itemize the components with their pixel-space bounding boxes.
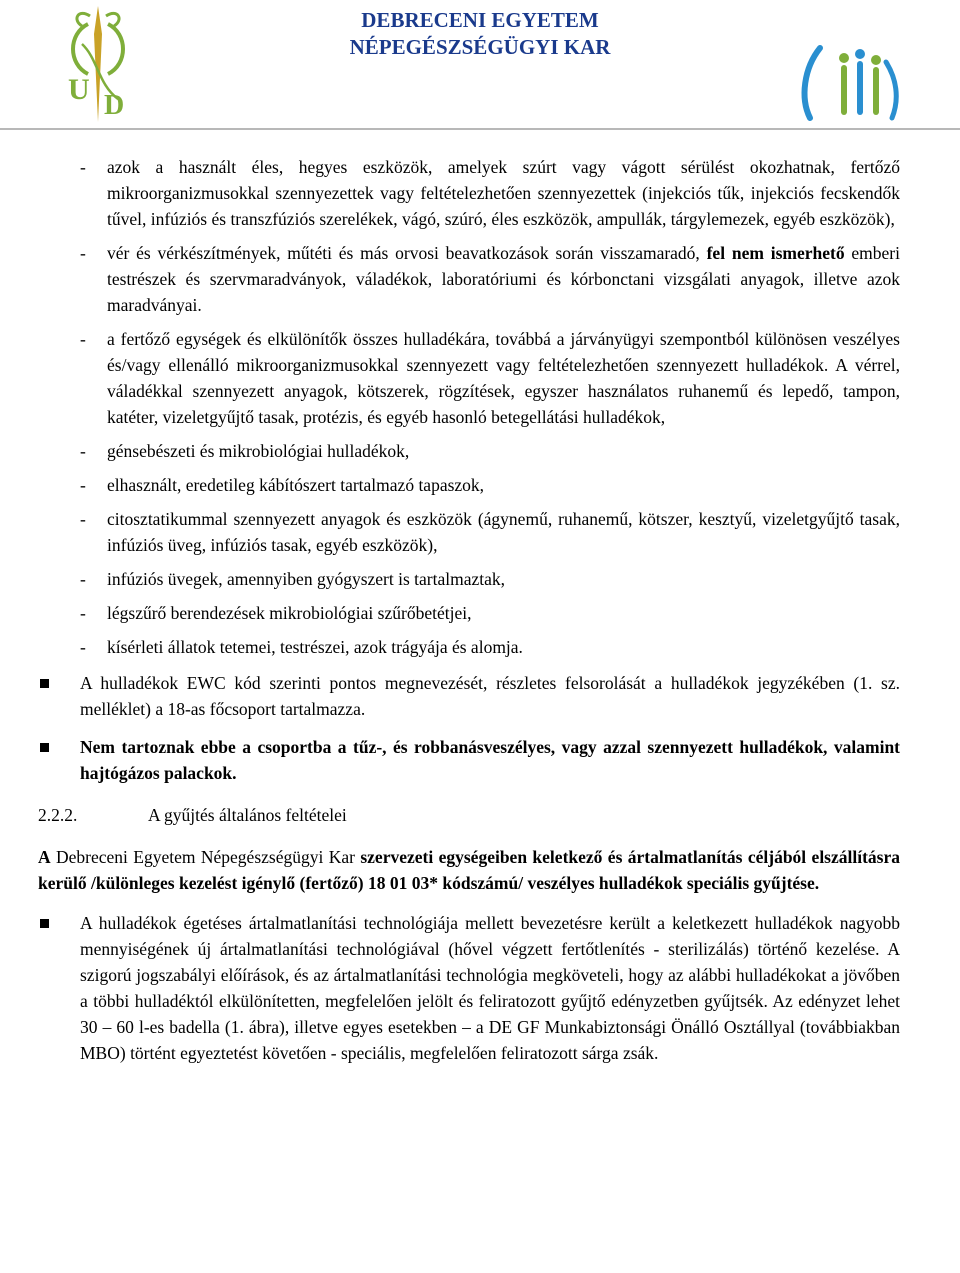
- list-item-text: elhasznált, eredetileg kábítószert tartalmazó tapaszok,: [107, 475, 485, 495]
- dash-marker: -: [80, 603, 86, 623]
- header-university: DEBRECENI EGYETEM: [361, 8, 599, 32]
- list-item-bold-text: fel nem ismerhető: [706, 243, 845, 263]
- bullet-item: [80, 734, 900, 786]
- bullet-item: [80, 670, 900, 722]
- list-item: [80, 634, 900, 660]
- list-item: [80, 472, 900, 498]
- header-divider: [0, 128, 960, 130]
- list-item-text: vér és vérkészítmények, műtéti és más orvosi beavatkozások során visszamaradó,: [107, 243, 707, 263]
- bullet-text: A hulladékok EWC kód szerinti pontos megnevezését, részletes felsorolását a hulladékok jegyzékében (1. sz. melléklet) a 18-as főcsoport tartalmazza.: [80, 673, 900, 719]
- paragraph: [38, 844, 900, 896]
- section-heading: [38, 802, 900, 828]
- dash-marker: -: [80, 569, 86, 589]
- dash-marker: -: [80, 157, 86, 177]
- list-item: [80, 240, 900, 318]
- list-item-text: infúziós üvegek, amennyiben gyógyszert is tartalmaztak,: [107, 569, 505, 589]
- bullet-text: A hulladékok égetéses ártalmatlanítási technológiája mellett bevezetésre került a keletkezett hulladékok nagyobb mennyiségének új ártalmatlanítási technológiával (hővel végzett fertőtlenítés - sterilizálás) történő kezelése. A szigorú jogszabályi előírások, és az ártalmatlanítási technológia megköveteli, hogy az alábbi hulladékokat a jövőben a többi hulladéktól elkülönítetten, megfelelően jelölt és feliratozott gyűjtő edényzetben gyűjtsék. Az edényzet lehet 30 – 60 l-es badella (1. ábra), illetve egyes esetekben – a DE GF Munkabiztonsági Önálló Osztállyal (továbbiakban MBO) történt egyeztetést követően - speciális, megfelelően feliratozott sárga zsák.: [80, 913, 900, 1063]
- section-title: A gyűjtés általános feltételei: [148, 805, 347, 825]
- bullet-item: [80, 910, 900, 1066]
- dash-marker: -: [80, 637, 86, 657]
- list-item: [80, 600, 900, 626]
- section-number: 2.2.2.: [38, 805, 78, 825]
- svg-text:D: D: [104, 90, 125, 121]
- square-bullet-icon: [40, 919, 49, 928]
- paragraph-bold-text: szervezeti egységeiben keletkező és ártalmatlanítás céljából elszállításra kerülő /különleges kezelést igénylő (fertőző) 18 01 03* kódszámú/ veszélyes hulladékok speciális gyűjtése.: [38, 847, 900, 893]
- dash-marker: -: [80, 475, 86, 495]
- list-item-text: citosztatikummal szennyezett anyagok és eszközök (ágynemű, ruhanemű, kötszer, kesztyű, vizeletgyűjtő tasak, infúziós üveg, infúziós tasak, egyéb eszközök),: [107, 509, 900, 555]
- document-body: [38, 154, 900, 1078]
- list-item: [80, 506, 900, 558]
- list-item-text: génsebészeti és mikrobiológiai hulladékok,: [107, 441, 410, 461]
- dash-marker: -: [80, 441, 86, 461]
- header-faculty: NÉPEGÉSZSÉGÜGYI KAR: [349, 35, 611, 59]
- list-item: [80, 566, 900, 592]
- square-bullet-icon: [40, 743, 49, 752]
- list-item: [80, 438, 900, 464]
- bullet-bold-text: Nem tartoznak ebbe a csoportba a tűz-, és robbanásveszélyes, vagy azzal szennyezett hulladékok, valamint hajtógázos palackok.: [80, 737, 900, 783]
- square-bullet-icon: [40, 679, 49, 688]
- list-item-text: kísérleti állatok tetemei, testrészei, azok trágyája és alomja.: [107, 637, 523, 657]
- list-item: [80, 154, 900, 232]
- list-item: [80, 326, 900, 430]
- faculty-figures-logo: [796, 38, 906, 124]
- dash-marker: -: [80, 329, 86, 349]
- list-item-text: légszűrő berendezések mikrobiológiai szűrőbetétjei,: [107, 603, 472, 623]
- list-item-text: azok a használt éles, hegyes eszközök, amelyek szúrt vagy vágott sérülést okozhatnak, fertőző mikroorganizmusokkal szennyezettek vagy feltételezhetően szennyezettek (injekciós tűk, injekciós fecskendők tűvel, infúziós és transzfúziós szerelékek, vágó, szúró, éles eszközök, ampullák, tárgylemezek, egyéb eszközök),: [107, 157, 900, 229]
- list-item-text: emberi testrészek és szervmaradványok, váladékok, laboratóriumi és kórbonctani vizsgálati anyagok, illetve azok maradványai.: [107, 243, 900, 315]
- dash-marker: -: [80, 243, 86, 263]
- paragraph-lead: A: [38, 847, 51, 867]
- page-header: [0, 0, 960, 135]
- dash-marker: -: [80, 509, 86, 529]
- list-item-text: a fertőző egységek és elkülönítők összes hulladékára, továbbá a járványügyi szempontból különösen veszélyes és/vagy ellenálló mikroorganizmusokkal szennyezett vagy feltételezhetően szennyezett hulladékok. A vérrel, váladékkal szennyezett anyagok, kötszerek, rögzítések, egyszer használatos ruhanemű és lepedő, tampon, katéter, vizeletgyűjtő tasak, protézis, és egyéb hasonló betegellátási hulladékok,: [107, 329, 900, 427]
- svg-text:U: U: [68, 73, 90, 106]
- paragraph-text: Debreceni Egyetem Népegészségügyi Kar: [50, 847, 361, 867]
